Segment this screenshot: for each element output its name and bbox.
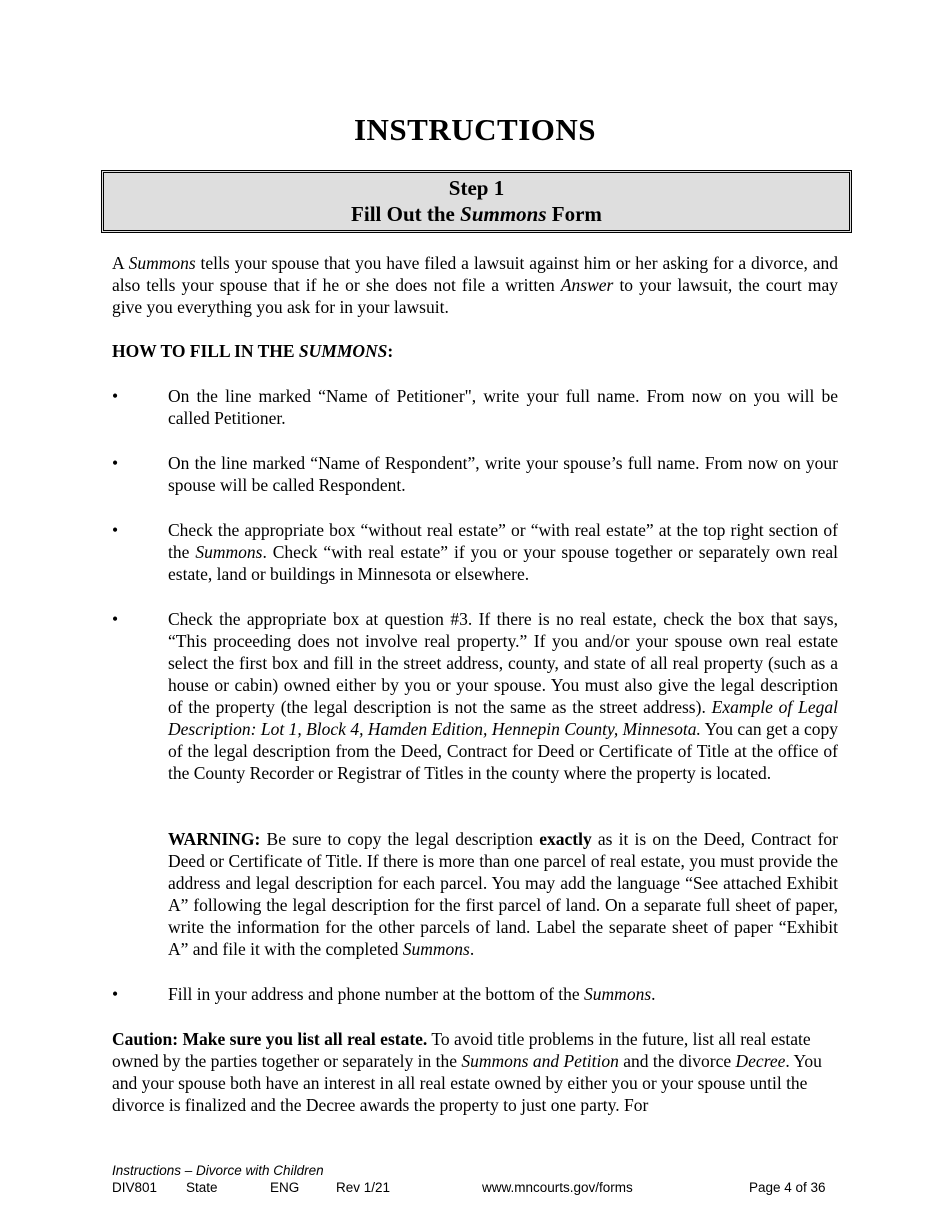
caution-em-1: Summons and Petition [461,1051,619,1071]
intro-summons-em: Summons [128,253,196,273]
footer-form-id: DIV801 [112,1180,158,1195]
page-title: INSTRUCTIONS [353,112,596,147]
bullet-icon: • [112,453,119,473]
warning-text-c: . [469,939,475,959]
howto-post: : [387,341,394,361]
intro-answer-em: Answer [560,275,614,295]
list-item-em: Summons [584,984,652,1004]
list-item-text [168,608,838,784]
warning-text-b: as it is on the Deed, Contract for Deed or Certificate of Title. If there is more than one parcel of real estate, you must provide the address and legal description for each parcel. You may add the language “See attached Exhibit A” following the legal description for the first parcel of land. On a separate full sheet of paper, write the information for the other parcels of land. Label the separate sheet of paper “Exhibit A” and file it with the completed [168,829,838,959]
intro-text-b: tells your spouse that you have filed a lawsuit against him or her asking for a divorce, and also tells your spouse that if he or she does not file a written [112,253,838,295]
caution-em-2: Decree [735,1051,786,1071]
list-item [112,452,838,496]
footer-language: ENG [270,1180,300,1195]
footer-page-number: Page 4 of 36 [749,1180,826,1195]
warning-em: Summons [402,939,470,959]
list-item-text [168,519,838,585]
step-heading-post: Form [546,202,602,226]
list-item-text-b: You can get a copy of the legal description from the Deed, Contract for Deed or Certificate of Title at the office of the County Recorder or Registrar of Titles in the county where the property is located. [168,719,838,783]
warning-paragraph [168,828,838,960]
list-item-text-b: . [651,984,656,1004]
step-box [101,170,852,233]
list-item-text: On the line marked “Name of Respondent”, write your spouse’s full name. From now on your spouse will be called Respondent. [168,453,838,495]
intro-text-c: to your lawsuit, the court may give you everything you ask for in your lawsuit. [112,275,838,317]
list-item-text-a: Check the appropriate box “without real estate” or “with real estate” at the top right section of the [168,520,838,562]
list-item-text: On the line marked “Name of Petitioner", write your full name. From now on you will be called Petitioner. [168,386,838,428]
step-heading-pre: Fill Out the [351,202,461,226]
howto-em: SUMMONS [298,341,388,361]
caution-text-c: . You and your spouse both have an interest in all real estate owned by either you or your spouse until the divorce is finalized and the Decree awards the property to just one party. For [112,1051,822,1115]
list-item [112,385,838,429]
footer-url[interactable]: www.mncourts.gov/forms [482,1180,633,1195]
list-item [112,608,838,784]
bullet-icon: • [112,520,119,540]
warning-strong: exactly [539,829,592,849]
list-item-text-a: Fill in your address and phone number at the bottom of the [168,984,585,1004]
list-item-text-b: . Check “with real estate” if you or your spouse together or separately own real estate, land or buildings in Minnesota or elsewhere. [168,542,838,584]
list-item-text-a: Check the appropriate box at question #3. If there is no real estate, check the box that says, “This proceeding does not involve real property.” If you and/or your spouse own real estate select the first box and fill in the street address, county, and state of all real property (such as a house or cabin) owned either by you or your spouse. You must also give the legal description of the property (the legal description is not the same as the street address). [168,609,838,717]
intro-text-a: A [112,253,129,273]
caution-text-b: and the divorce [618,1051,736,1071]
bullet-icon: • [112,609,119,629]
legal-description-example: Example of Legal Description: Lot 1, Block 4, Hamden Edition, Hennepin County, Minnesota. [168,697,838,739]
bullet-icon: • [112,984,119,1004]
list-item [112,983,838,1005]
list-item-text [168,983,838,1005]
list-item [112,519,838,585]
list-item-em: Summons [195,542,263,562]
bullet-icon: • [112,386,119,406]
howto-heading [112,340,838,362]
caution-paragraph [112,1028,838,1116]
footer-doc-title: Instructions – Divorce with Children [112,1163,324,1178]
caution-text-a: To avoid title problems in the future, list all real estate owned by the parties together or separately in the [112,1029,811,1071]
howto-pre: HOW TO FILL IN THE [112,341,299,361]
warning-label: WARNING: [168,829,261,849]
step-heading-em: Summons [460,202,547,226]
step-heading [104,201,849,227]
caution-label: Caution: Make sure you list all real estate. [112,1029,428,1049]
footer-state: State [186,1180,218,1195]
intro-paragraph [112,252,838,318]
footer-revision: Rev 1/21 [336,1180,391,1195]
warning-text-a: Be sure to copy the legal description [260,829,540,849]
step-number: Step 1 [448,176,505,200]
page-footer [112,1162,842,1196]
